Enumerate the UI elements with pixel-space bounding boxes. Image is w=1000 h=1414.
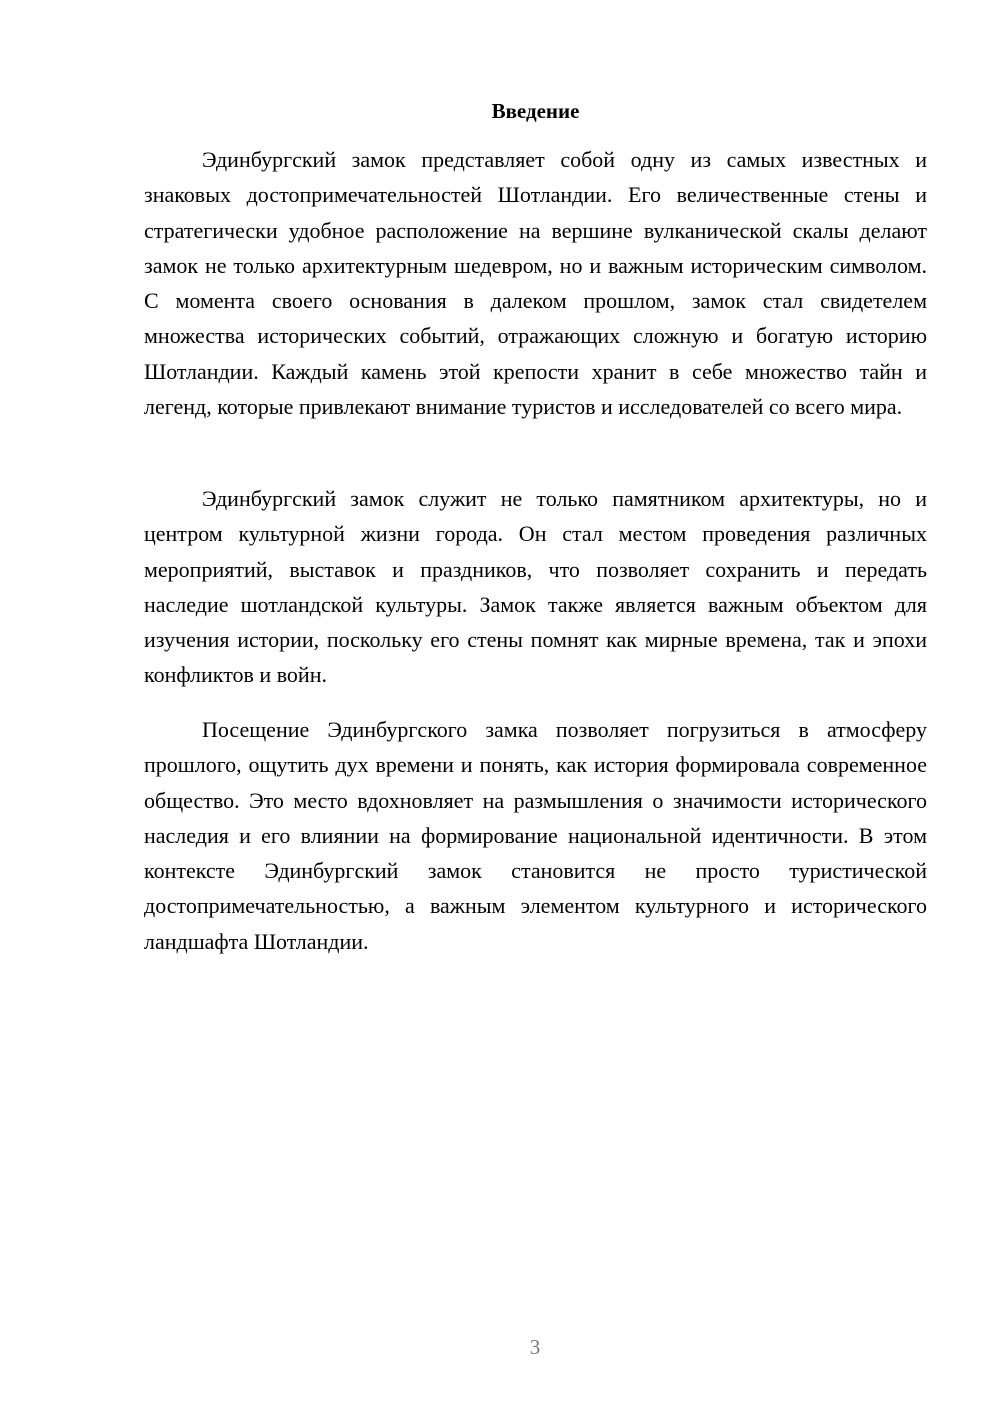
paragraph-3-block [144, 712, 927, 959]
paragraph-2: Эдинбургский замок служит не только памятником архитектуры, но и центром культурной жизни города. Он стал местом проведения различных мероприятий, выставок и праздников, что позволяет сохранить и передать наследие шотландской культуры. Замок также является важным объектом для изучения истории, поскольку его стены помнят как мирные времена, так и эпохи конфликтов и войн. [144, 486, 927, 688]
paragraph-2-block [144, 481, 927, 693]
paragraph-1: Эдинбургский замок представляет собой одну из самых известных и знаковых достопримечательностей Шотландии. Его величественные стены и стратегически удобное расположение на вершине вулканической скалы делают замок не только архитектурным шедевром, но и важным историческим символом. С момента своего основания в далеком прошлом, замок стал свидетелем множества исторических событий, отражающих сложную и богатую историю Шотландии. Каждый камень этой крепости хранит в себе множество тайн и легенд, которые привлекают внимание туристов и исследователей со всего мира. [144, 147, 927, 420]
page-number: 3 [529, 1335, 541, 1359]
paragraph-1-block [144, 142, 927, 424]
section-heading: Введение [491, 99, 580, 123]
paragraph-3: Посещение Эдинбургского замка позволяет погрузиться в атмосферу прошлого, ощутить дух времени и понять, как история формировала современное общество. Это место вдохновляет на размышления о значимости исторического наследия и его влиянии на формирование национальной идентичности. В этом контексте Эдинбургский замок становится не просто туристической достопримечательностью, а важным элементом культурного и исторического ландшафта Шотландии. [144, 717, 927, 954]
